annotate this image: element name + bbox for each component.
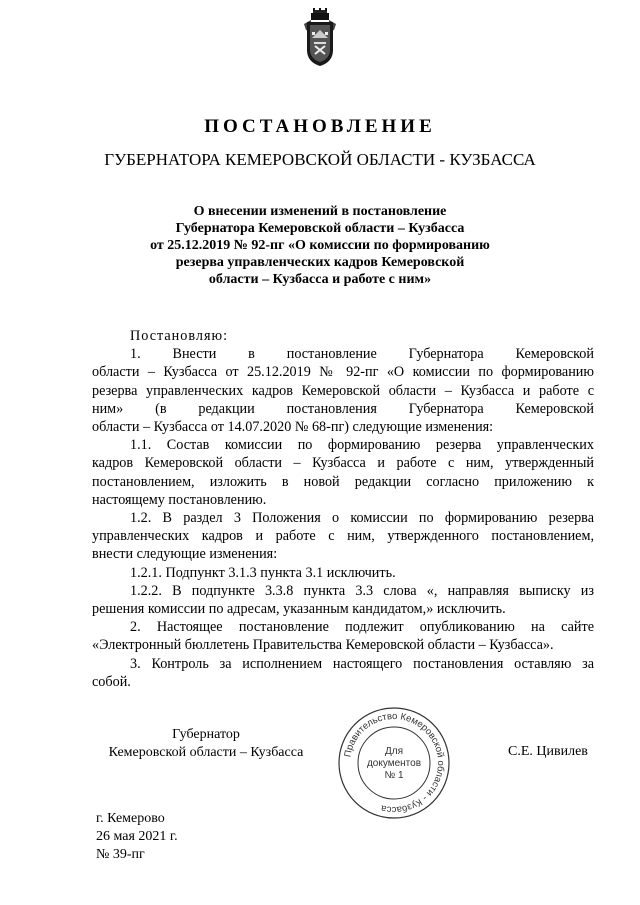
text-line: ним» (в редакции постановления Губернатора Кемеровской xyxy=(92,400,594,417)
text-line: 3. Контроль за исполнением настоящего постановления оставляю за xyxy=(130,655,594,672)
title-line: О внесении изменений в постановление xyxy=(193,204,447,219)
paragraph-1-2-1 xyxy=(92,564,594,582)
title-line: резерва управленческих кадров Кемеровской xyxy=(175,255,465,270)
text-line: 1.2.2. В подпункте 3.3.8 пункта 3.3 слова «, направляя выписку из xyxy=(130,582,594,599)
official-stamp xyxy=(336,705,452,821)
paragraph-2 xyxy=(92,618,594,654)
text-line: «Электронный бюллетень Правительства Кемеровской области – Кузбасса». xyxy=(92,637,554,654)
signer-position xyxy=(96,726,316,762)
text-line: 1.1. Состав комиссии по формированию резерва управленческих xyxy=(130,437,594,454)
paragraph-1-2-2 xyxy=(92,582,594,618)
issue-city: г. Кемерово xyxy=(96,811,165,826)
text-line: 1.2. В раздел 3 Положения о комиссии по формированию резерва xyxy=(130,510,594,527)
issue-date: 26 мая 2021 г. xyxy=(96,829,178,844)
text-line: 1. Внести в постановление Губернатора Кемеровской xyxy=(130,346,594,363)
text-line: области – Кузбасса от 14.07.2020 № 68-пг) следующие изменения: xyxy=(92,419,494,436)
text-line: 2. Настоящее постановление подлежит опубликованию на сайте xyxy=(130,619,594,636)
title-line: области – Кузбасса и работе с ним» xyxy=(208,272,432,287)
paragraph-1-2 xyxy=(92,509,594,564)
text-line: кадров Кемеровской области – Кузбасса и работе с ним, утвержденный xyxy=(92,455,594,472)
text-line: внести следующие изменения: xyxy=(92,546,278,563)
paragraph-3 xyxy=(92,655,594,691)
signer-position-line: Кемеровской области – Кузбасса xyxy=(108,745,304,760)
text-line: постановлением, изложить в новой редакции согласно приложению к xyxy=(92,473,594,490)
text-line: управленческих кадров и работе с ним, утвержденного постановлением, xyxy=(92,528,594,545)
paragraph-1 xyxy=(92,345,594,436)
document-footer xyxy=(96,810,178,864)
document-body xyxy=(92,327,594,691)
stamp-center-line: № 1 xyxy=(384,770,404,781)
text-line: области – Кузбасса от 25.12.2019 № 92-пг «О комиссии по формированию xyxy=(92,364,594,381)
document-number: № 39-пг xyxy=(96,847,145,862)
text-line: настоящему постановлению. xyxy=(92,491,267,508)
stamp-center-line: документов xyxy=(366,758,422,769)
text-line: собой. xyxy=(92,673,131,690)
paragraph-1-1 xyxy=(92,436,594,509)
title-line: от 25.12.2019 № 92-пг «О комиссии по формированию xyxy=(150,238,490,253)
document-type: ПОСТАНОВЛЕНИЕ xyxy=(204,116,436,137)
signer-name: С.Е. Цивилев xyxy=(508,744,588,759)
coat-of-arms-icon xyxy=(302,8,338,68)
stamp-ring-text: Правительство Кемеровской области - Кузбасса xyxy=(342,710,447,816)
document-title xyxy=(0,203,640,288)
text-line: резерва управленческих кадров Кемеровской области – Кузбасса и работе с xyxy=(92,382,594,399)
issuing-authority: ГУБЕРНАТОРА КЕМЕРОВСКОЙ ОБЛАСТИ - КУЗБАССА xyxy=(104,150,536,169)
text-line: решения комиссии по адресам, указанным кандидатом,» исключить. xyxy=(92,601,506,618)
signer-position-line: Губернатор xyxy=(172,727,240,742)
title-line: Губернатора Кемеровской области – Кузбасса xyxy=(175,221,465,236)
decree-word: Постановляю: xyxy=(130,328,229,344)
stamp-center-line: Для xyxy=(384,746,404,757)
text-line: 1.2.1. Подпункт 3.1.3 пункта 3.1 исключить. xyxy=(130,564,396,581)
